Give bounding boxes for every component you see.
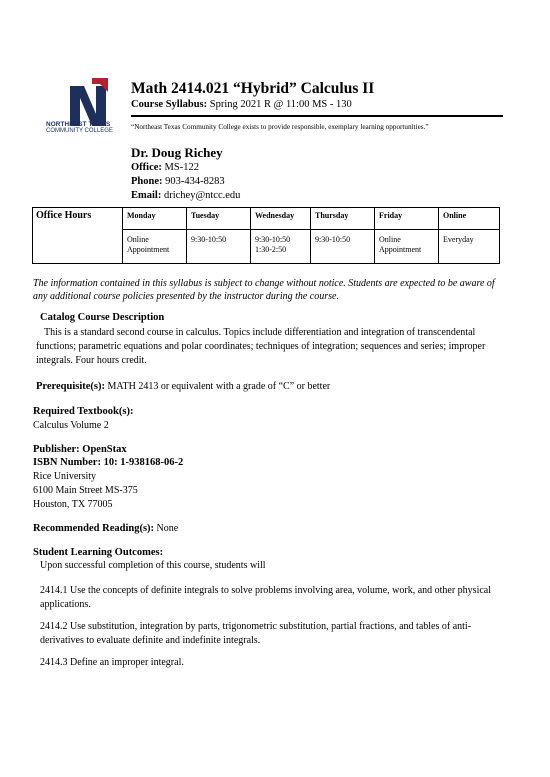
time-line: Online [379, 235, 401, 244]
outcome-item: 2414.2 Use substitution, integration by parts, trigonometric substitution, partial fractions, and tables of anti-derivatives to evaluate definite and indefinite integrals. [40, 621, 472, 646]
office-value: MS-122 [161, 162, 199, 173]
email-line [131, 190, 240, 201]
office-hours-table [32, 207, 500, 264]
textbook-heading: Required Textbook(s): [33, 406, 134, 417]
college-logo-wordmark [46, 121, 126, 135]
address-line: Houston, TX 77005 [33, 499, 113, 510]
syllabus-value: Spring 2021 R @ 11:00 MS - 130 [207, 99, 352, 110]
wednesday-hours [251, 230, 311, 264]
day-tuesday: Tuesday [187, 208, 251, 230]
address-line: 6100 Main Street MS-375 [33, 485, 138, 496]
header-divider [131, 115, 503, 117]
course-title: Math 2414.021 “Hybrid” Calculus II [131, 80, 375, 97]
office-hours-label: Office Hours [33, 208, 123, 264]
time-line: Appointment [379, 245, 422, 254]
outcome-item: 2414.3 Define an improper integral. [40, 657, 184, 668]
tuesday-hours [187, 230, 251, 264]
syllabus-line [131, 99, 352, 110]
recommended-reading [33, 523, 178, 534]
friday-hours [375, 230, 439, 264]
outcome-item: 2414.1 Use the concepts of definite integrals to solve problems involving area, volume, work, and other physical applications. [40, 585, 492, 610]
email-value[interactable]: drichey@ntcc.edu [161, 190, 241, 201]
logo-text-line2: COMMUNITY COLLEGE [46, 128, 113, 134]
syllabus-label: Course Syllabus: [131, 99, 208, 110]
time-line: Appointment [127, 245, 170, 254]
phone-value: 903-434-8283 [162, 176, 225, 187]
day-thursday: Thursday [311, 208, 375, 230]
phone-label: Phone: [131, 176, 163, 187]
textbook-title: Calculus Volume 2 [33, 420, 109, 431]
time-line: 9:30-10:50 [255, 235, 291, 244]
office-hours-header-row [33, 208, 500, 230]
recommended-label: Recommended Reading(s): [33, 523, 155, 534]
time-line: Online [127, 235, 149, 244]
office-line [131, 162, 199, 173]
prerequisite-value: MATH 2413 or equivalent with a grade of “C” or better [105, 381, 331, 392]
isbn: ISBN Number: 10: 1-938168-06-2 [33, 457, 184, 468]
address-line: Rice University [33, 471, 97, 482]
instructor-name: Dr. Doug Richey [131, 145, 223, 160]
online-hours [439, 230, 500, 264]
change-notice: The information contained in this syllabus is subject to change without notice. Students are expected to be aware of any additional course policies presented by the instructor during the course. [33, 278, 495, 302]
day-friday: Friday [375, 208, 439, 230]
monday-hours [123, 230, 187, 264]
publisher: Publisher: OpenStax [33, 444, 127, 455]
time-line: 1:30-2:50 [255, 245, 287, 254]
catalog-description: This is a standard second course in calculus. Topics include differentiation and integration of transcendental functions; parametric equations and polar coordinates; techniques of integration; sequences and series; improper integrals. Four hours credit. [36, 327, 486, 366]
time-line: Everyday [443, 235, 474, 244]
logo-text-line1: NORTHEAST TEXAS [46, 121, 111, 128]
time-line: 9:30-10:50 [191, 235, 227, 244]
time-line: 9:30-10:50 [315, 235, 351, 244]
prerequisite-line [36, 381, 330, 392]
catalog-heading: Catalog Course Description [40, 312, 165, 323]
mission-statement: “Northeast Texas Community College exists to provide responsible, exemplary learning opportunities.” [131, 123, 429, 131]
day-wednesday: Wednesday [251, 208, 311, 230]
day-online: Online [439, 208, 500, 230]
thursday-hours [311, 230, 375, 264]
day-monday: Monday [123, 208, 187, 230]
outcomes-heading: Student Learning Outcomes: [33, 547, 164, 558]
prerequisite-label: Prerequisite(s): [36, 381, 106, 392]
phone-line [131, 176, 225, 187]
recommended-value: None [154, 523, 179, 534]
outcomes-intro: Upon successful completion of this course, students will [40, 560, 266, 571]
office-label: Office: [131, 162, 162, 173]
email-label: Email: [131, 190, 162, 201]
